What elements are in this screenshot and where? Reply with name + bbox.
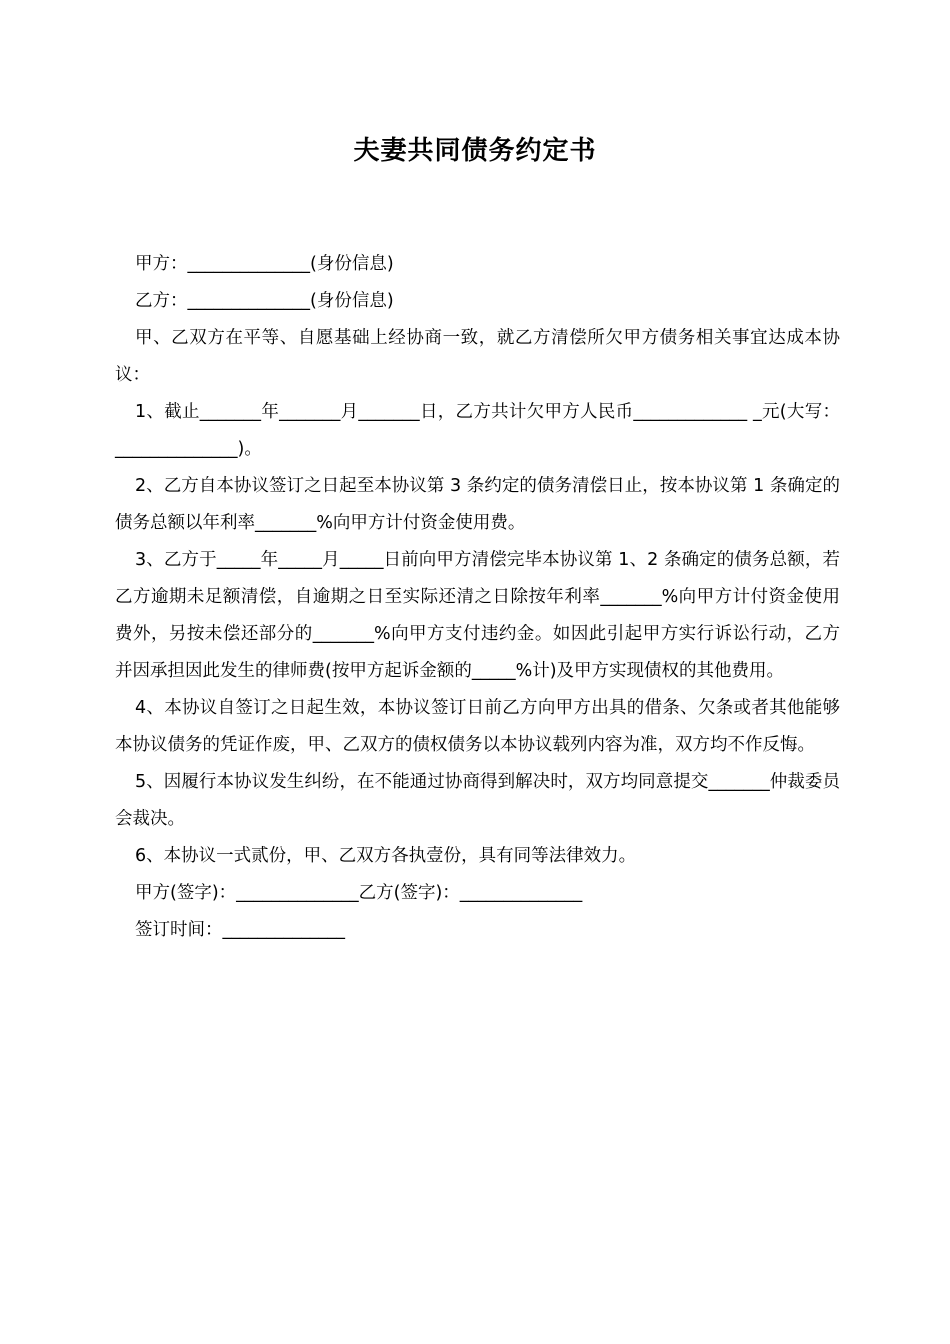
clause-6: 6、本协议一式贰份，甲、乙双方各执壹份，具有同等法律效力。	[135, 846, 637, 866]
clause-5: 5、因履行本协议发生纠纷，在不能通过协商得到解决时，双方均同意提交_______仲裁委员会裁决。	[115, 772, 840, 829]
document-title: 夫妻共同债务约定书	[353, 136, 597, 166]
clause-2: 2、乙方自本协议签订之日起至本协议第 3 条约定的债务清偿日止，按本协议第 1 条确定的债务总额以年利率_______%向甲方计付资金使用费。	[115, 476, 840, 533]
clause-3: 3、乙方于_____年_____月_____日前向甲方清偿完毕本协议第 1、2 条确定的债务总额，若乙方逾期未足额清偿，自逾期之日至实际还清之日除按年利率_______%向甲方计付资金使用费外，另按未偿还部分的_______%向甲方支付违约金。如因此引起甲方实行诉讼行动，乙方并因承担因此发生的律师费(按甲方起诉金额的_____%计)及甲方实现债权的其他费用。	[115, 550, 840, 681]
clause-4: 4、本协议自签订之日起生效，本协议签订日前乙方向甲方出具的借条、欠条或者其他能够本协议债务的凭证作废，甲、乙双方的债权债务以本协议载列内容为准，双方均不作反悔。	[115, 698, 840, 755]
document-body	[115, 246, 840, 949]
clause-1: 1、截止_______年_______月_______日，乙方共计欠甲方人民币_____________ _元(大写：______________)。	[115, 402, 840, 459]
intro-paragraph: 甲、乙双方在平等、自愿基础上经协商一致，就乙方清偿所欠甲方债务相关事宜达成本协议：	[115, 328, 840, 385]
sign-date-line: 签订时间：______________	[135, 920, 345, 940]
party-a-line: 甲方：______________(身份信息)	[135, 254, 394, 274]
party-b-line: 乙方：______________(身份信息)	[135, 291, 394, 311]
signature-line: 甲方(签字)：______________乙方(签字)：______________	[135, 883, 583, 903]
